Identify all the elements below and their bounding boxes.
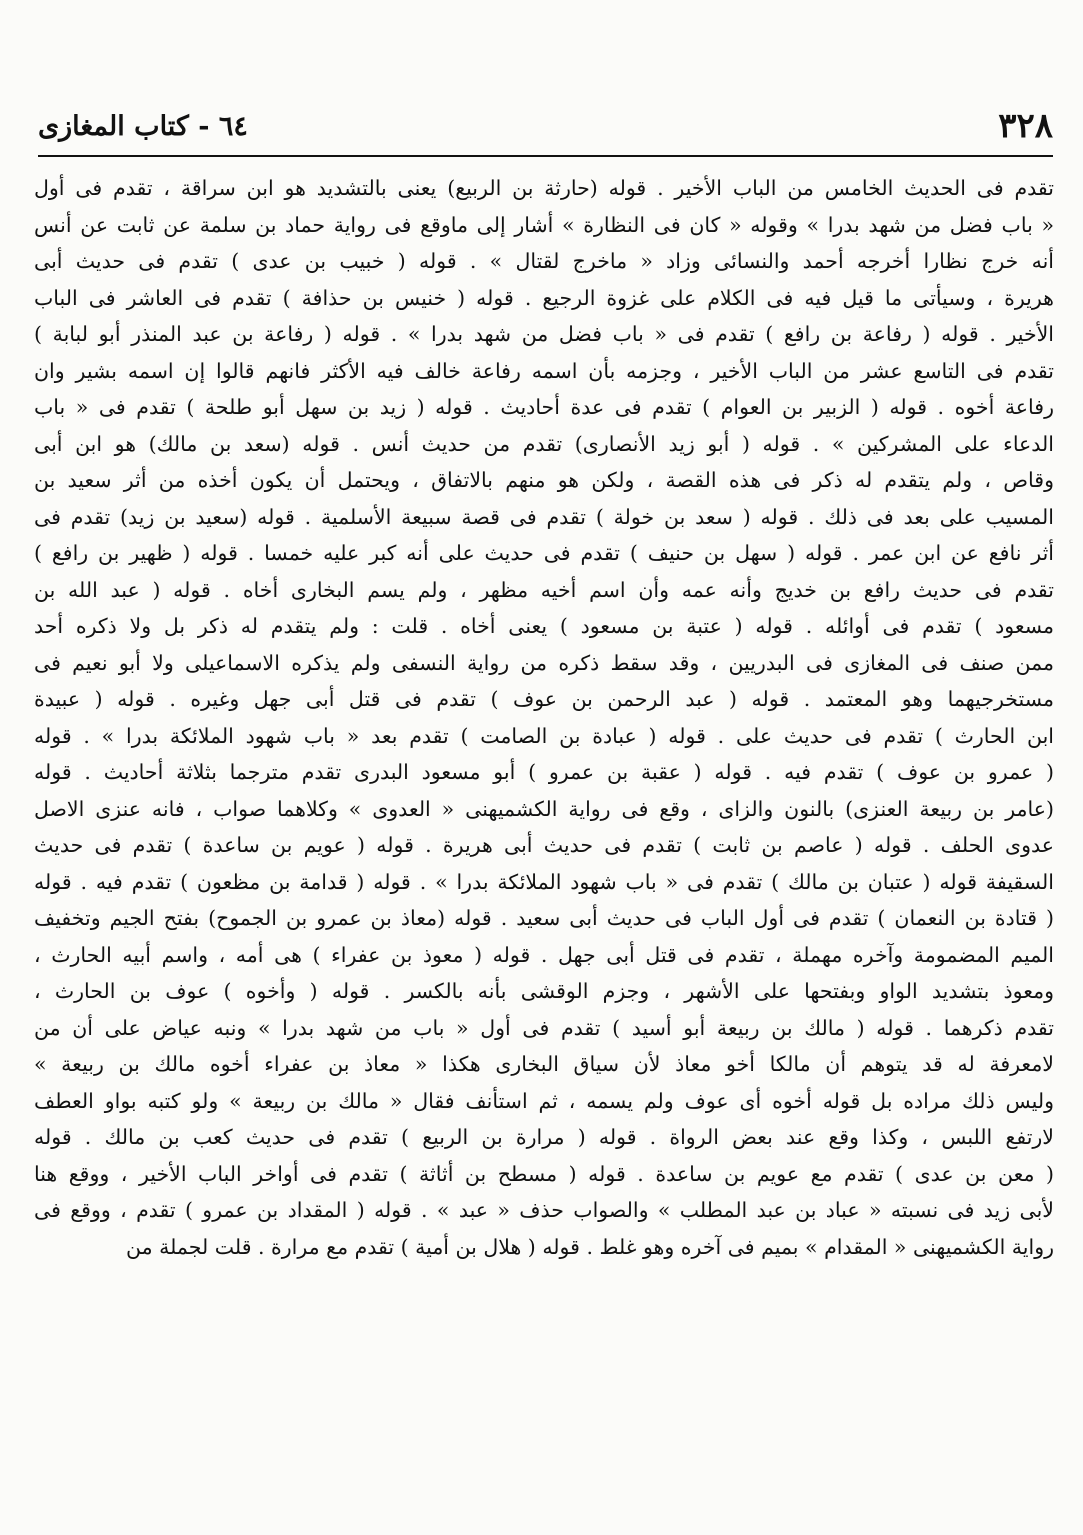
text-line: تقدم ذكرهما . قوله ( مالك بن ربيعة أبو أسيد ) تقدم فى أول « باب من شهد بدرا » ونبه عياض على أن من xyxy=(34,1015,1054,1040)
header-divider xyxy=(38,155,1053,157)
text-line: المسيب على بعد فى ذلك . قوله ( سعد بن خولة ) تقدم فى قصة سبيعة الأسلمية . قوله (سعيد بن زيد) تقدم فى xyxy=(34,504,1054,529)
text-line: ومعوذ بتشديد الواو وبفتحها على الأشهر ، وجزم الوقشى بأنه بالكسر . قوله ( وأخوه ) عوف بن الحارث ، xyxy=(34,979,1054,1003)
text-line: هريرة ، وسيأتى ما قيل فيه فى الكلام على غزوة الرجيع . قوله ( خنيس بن حذافة ) تقدم فى العاشر فى الباب xyxy=(34,285,1054,310)
text-line: (عامر بن ربيعة العنزى) بالنون والزاى ، وقع فى رواية الكشميهنى « العدوى » وكلاهما صواب ، فانه عنزى الاصل xyxy=(34,796,1054,821)
text-line: « باب فضل من شهد بدرا » وقوله « كان فى النظارة » أشار إلى ماوقع فى رواية حماد بن سلمة عن ثابت عن أنس xyxy=(34,212,1054,237)
text-line: عدوى الحلف . قوله ( عاصم بن ثابت ) تقدم فى حديث أبى هريرة . قوله ( عويم بن ساعدة ) تقدم فى حديث xyxy=(34,833,1054,857)
text-line: لأبى زيد فى نسبته « عباد بن عبد المطلب » والصواب حذف « عبد » . قوله ( المقداد بن عمرو ) تقدم ، ووقع فى xyxy=(34,1198,1054,1222)
text-line: الأخير . قوله ( رفاعة بن رافع ) تقدم فى « باب فضل من شهد بدرا » . قوله ( رفاعة بن عبد المنذر أبو لبابة ) xyxy=(34,322,1054,346)
text-line: وقاص ، ولم يتقدم له ذكر فى هذه القصة ، ولكن هو منهم بالاتفاق ، ويحتمل أن يكون أخذه من أثر سعيد بن xyxy=(34,468,1054,492)
page-header xyxy=(38,104,1053,148)
text-line: ( قتادة بن النعمان ) تقدم فى أول الباب فى حديث أبى سعيد . قوله (معاذ بن عمرو بن الجموح) بفتح الجيم وتخفيف xyxy=(34,906,1054,930)
text-line: تقدم فى حديث رافع بن خديج وأنه عمه وأن اسم أخيه مظهر ، ولم يسم البخارى أخاه . قوله ( عبد الله بن xyxy=(34,577,1054,602)
text-line: ابن الحارث ) تقدم فى حديث على . قوله ( عبادة بن الصامت ) تقدم بعد « باب شهود الملائكة بدرا » . قوله xyxy=(34,723,1054,748)
text-line: الدعاء على المشركين » . قوله ( أبو زيد الأنصارى) تقدم من حديث أنس . قوله (سعد بن مالك) هو ابن أبى xyxy=(34,431,1054,456)
text-line: ( عمرو بن عوف ) تقدم فيه . قوله ( عقبة بن عمرو ) أبو مسعود البدرى تقدم مترجما بثلاثة أحاديث . قوله xyxy=(34,760,1054,784)
text-line: ممن صنف فى المغازى فى البدريين ، وقد سقط ذكره من رواية النسفى ولم يذكره الاسماعيلى ولا أبو نعيم فى xyxy=(34,650,1054,675)
text-line: السقيفة قوله ( عتبان بن مالك ) تقدم فى « باب شهود الملائكة بدرا » . قوله ( قدامة بن مظعون ) تقدم فيه . قوله xyxy=(34,869,1054,894)
text-line: مسعود ) تقدم فى أوائله . قوله ( عتبة بن مسعود ) يعنى أخاه . قلت : ولم يتقدم له ذكر بل ولا ذكره أحد xyxy=(34,614,1054,638)
text-line: لامعرفة له قد يتوهم أن مالكا أخو معاذ لأن سياق البخارى هكذا « معاذ بن عفراء أخوه مالك بن ربيعة » xyxy=(34,1052,1054,1076)
text-line: أنه خرج نظارا أخرجه أحمد والنسائى وزاد « ماخرج لقتال » . قوله ( خبيب بن عدى ) تقدم فى حديث أبى xyxy=(34,249,1054,273)
chapter-title: ٦٤ - كتاب المغازى xyxy=(38,111,248,142)
text-line: تقدم فى الحديث الخامس من الباب الأخير . قوله (حارثة بن الربيع) يعنى بالتشديد هو ابن سراقة ، تقدم فى أول xyxy=(34,176,1054,200)
page-number: ٣٢٨ xyxy=(998,106,1053,146)
text-line: وليس ذلك مراده بل قوله أخوه أى عوف ولم يسمه ، ثم استأنف فقال « مالك بن ربيعة » ولو كتبه بواو العطف xyxy=(34,1088,1054,1113)
text-line: لارتفع اللبس ، وكذا وقع عند بعض الرواة . قوله ( مرارة بن الربيع ) تقدم فى حديث كعب بن مالك . قوله xyxy=(34,1125,1054,1149)
text-line: رواية الكشميهنى « المقدام » بميم فى آخره وهو غلط . قوله ( هلال بن أمية ) تقدم مع مرارة . قلت لجملة من xyxy=(126,1234,1054,1259)
text-line: تقدم فى التاسع عشر من الباب الأخير ، وجزمه بأن اسمه رفاعة خالف فيه الأكثر فانهم قالوا إن اسمه بشير وان xyxy=(34,358,1054,383)
text-line: رفاعة أخوه . قوله ( الزبير بن العوام ) تقدم فى عدة أحاديث . قوله ( زيد بن سهل أبو طلحة ) تقدم فى « باب xyxy=(34,395,1054,419)
text-line: أثر نافع عن ابن عمر . قوله ( سهل بن حنيف ) تقدم فى حديث على أنه كبر عليه خمسا . قوله ( ظهير بن رافع ) xyxy=(34,541,1054,565)
text-line: مستخرجيهما وهو المعتمد . قوله ( عبد الرحمن بن عوف ) تقدم فى قتل أبى جهل وغيره . قوله ( عبيدة xyxy=(34,687,1054,711)
text-line: ( معن بن عدى ) تقدم مع عويم بن ساعدة . قوله ( مسطح بن أثاثة ) تقدم فى أواخر الباب الأخير ، ووقع هنا xyxy=(34,1161,1054,1186)
body-text xyxy=(34,170,1054,1265)
text-line: الميم المضمومة وآخره مهملة ، تقدم فى قتل أبى جهل . قوله ( معوذ بن عفراء ) هى أمه ، واسم أبيه الحارث ، xyxy=(34,942,1054,967)
